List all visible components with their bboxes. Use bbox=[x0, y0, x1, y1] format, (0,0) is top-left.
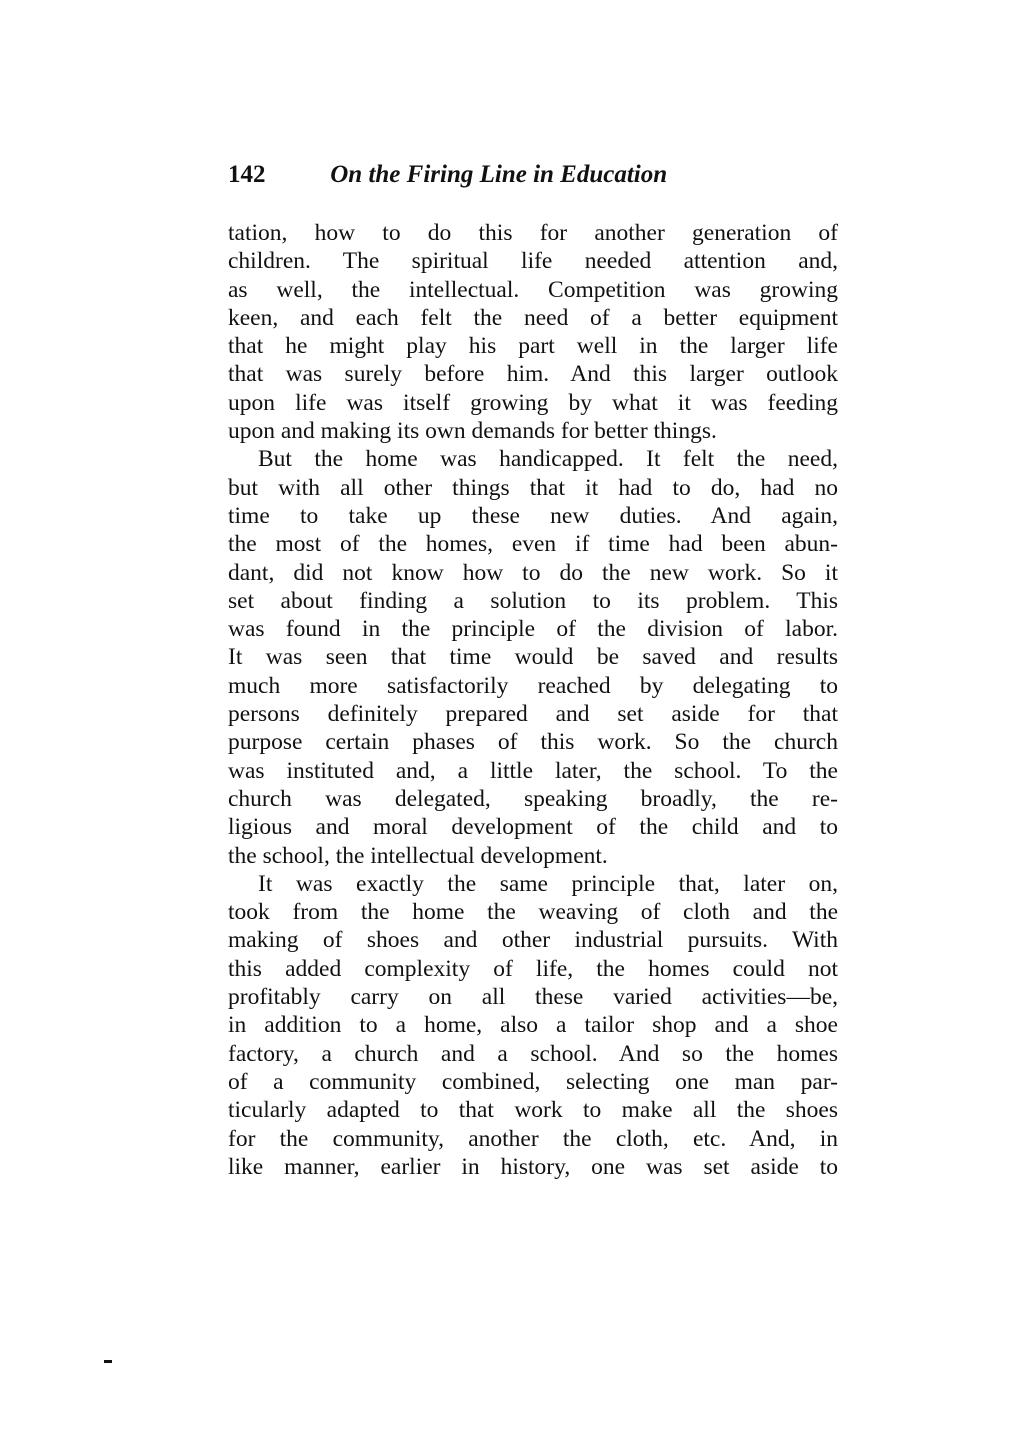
text-line: much more satisfactorily reached by delegating to bbox=[228, 672, 838, 699]
body-text bbox=[228, 219, 838, 1181]
text-line: this added complexity of life, the homes could not bbox=[228, 955, 838, 982]
text-line: profitably carry on all these varied activities—be, bbox=[228, 984, 838, 1011]
text-line: as well, the intellectual. Competition was growing bbox=[228, 276, 838, 303]
page-header bbox=[228, 158, 828, 192]
text-line: that was surely before him. And this larger outlook bbox=[228, 361, 838, 388]
text-line: time to take up these new duties. And again, bbox=[228, 502, 838, 529]
margin-mark bbox=[104, 1360, 112, 1363]
paragraph bbox=[228, 870, 838, 1181]
text-line: set about finding a solution to its problem. This bbox=[228, 587, 838, 614]
text-line: of a community combined, selecting one man par- bbox=[228, 1068, 838, 1095]
text-line: for the community, another the cloth, etc. And, in bbox=[228, 1125, 838, 1152]
text-line: tation, how to do this for another generation of bbox=[228, 220, 838, 246]
text-line: took from the home the weaving of cloth and the bbox=[228, 899, 838, 926]
text-line: in addition to a home, also a tailor shop and a shoe bbox=[228, 1012, 838, 1039]
text-line: factory, a church and a school. And so the homes bbox=[228, 1040, 838, 1067]
page-number: 142 bbox=[228, 161, 266, 188]
text-line: making of shoes and other industrial pursuits. With bbox=[228, 927, 838, 954]
text-line: purpose certain phases of this work. So the church bbox=[228, 729, 838, 756]
running-title: On the Firing Line in Education bbox=[330, 161, 668, 188]
text-line: was found in the principle of the division of labor. bbox=[228, 616, 838, 643]
text-line: was instituted and, a little later, the school. To the bbox=[228, 757, 838, 784]
text-line: the school, the intellectual development. bbox=[228, 842, 608, 869]
text-line: ligious and moral development of the child and to bbox=[228, 814, 838, 841]
text-line: that he might play his part well in the larger life bbox=[228, 333, 838, 360]
text-line: church was delegated, speaking broadly, the re- bbox=[228, 785, 838, 812]
text-line: upon life was itself growing by what it was feeding bbox=[228, 389, 838, 416]
text-line: upon and making its own demands for better things. bbox=[228, 418, 717, 445]
text-line: ticularly adapted to that work to make all the shoes bbox=[228, 1097, 838, 1124]
text-line: keen, and each felt the need of a better equipment bbox=[228, 304, 838, 331]
paragraph bbox=[228, 445, 838, 869]
text-line: It was exactly the same principle that, later on, bbox=[258, 870, 838, 897]
text-line: dant, did not know how to do the new work. So it bbox=[228, 559, 838, 586]
paragraph bbox=[228, 219, 838, 445]
text-line: but with all other things that it had to do, had no bbox=[228, 474, 838, 501]
text-line: the most of the homes, even if time had been abun- bbox=[228, 531, 838, 558]
text-line: But the home was handicapped. It felt the need, bbox=[258, 446, 838, 473]
text-line: persons definitely prepared and set aside for that bbox=[228, 701, 838, 728]
text-line: children. The spiritual life needed attention and, bbox=[228, 248, 838, 275]
text-line: It was seen that time would be saved and results bbox=[228, 644, 838, 671]
text-line: like manner, earlier in history, one was set aside to bbox=[228, 1153, 838, 1180]
